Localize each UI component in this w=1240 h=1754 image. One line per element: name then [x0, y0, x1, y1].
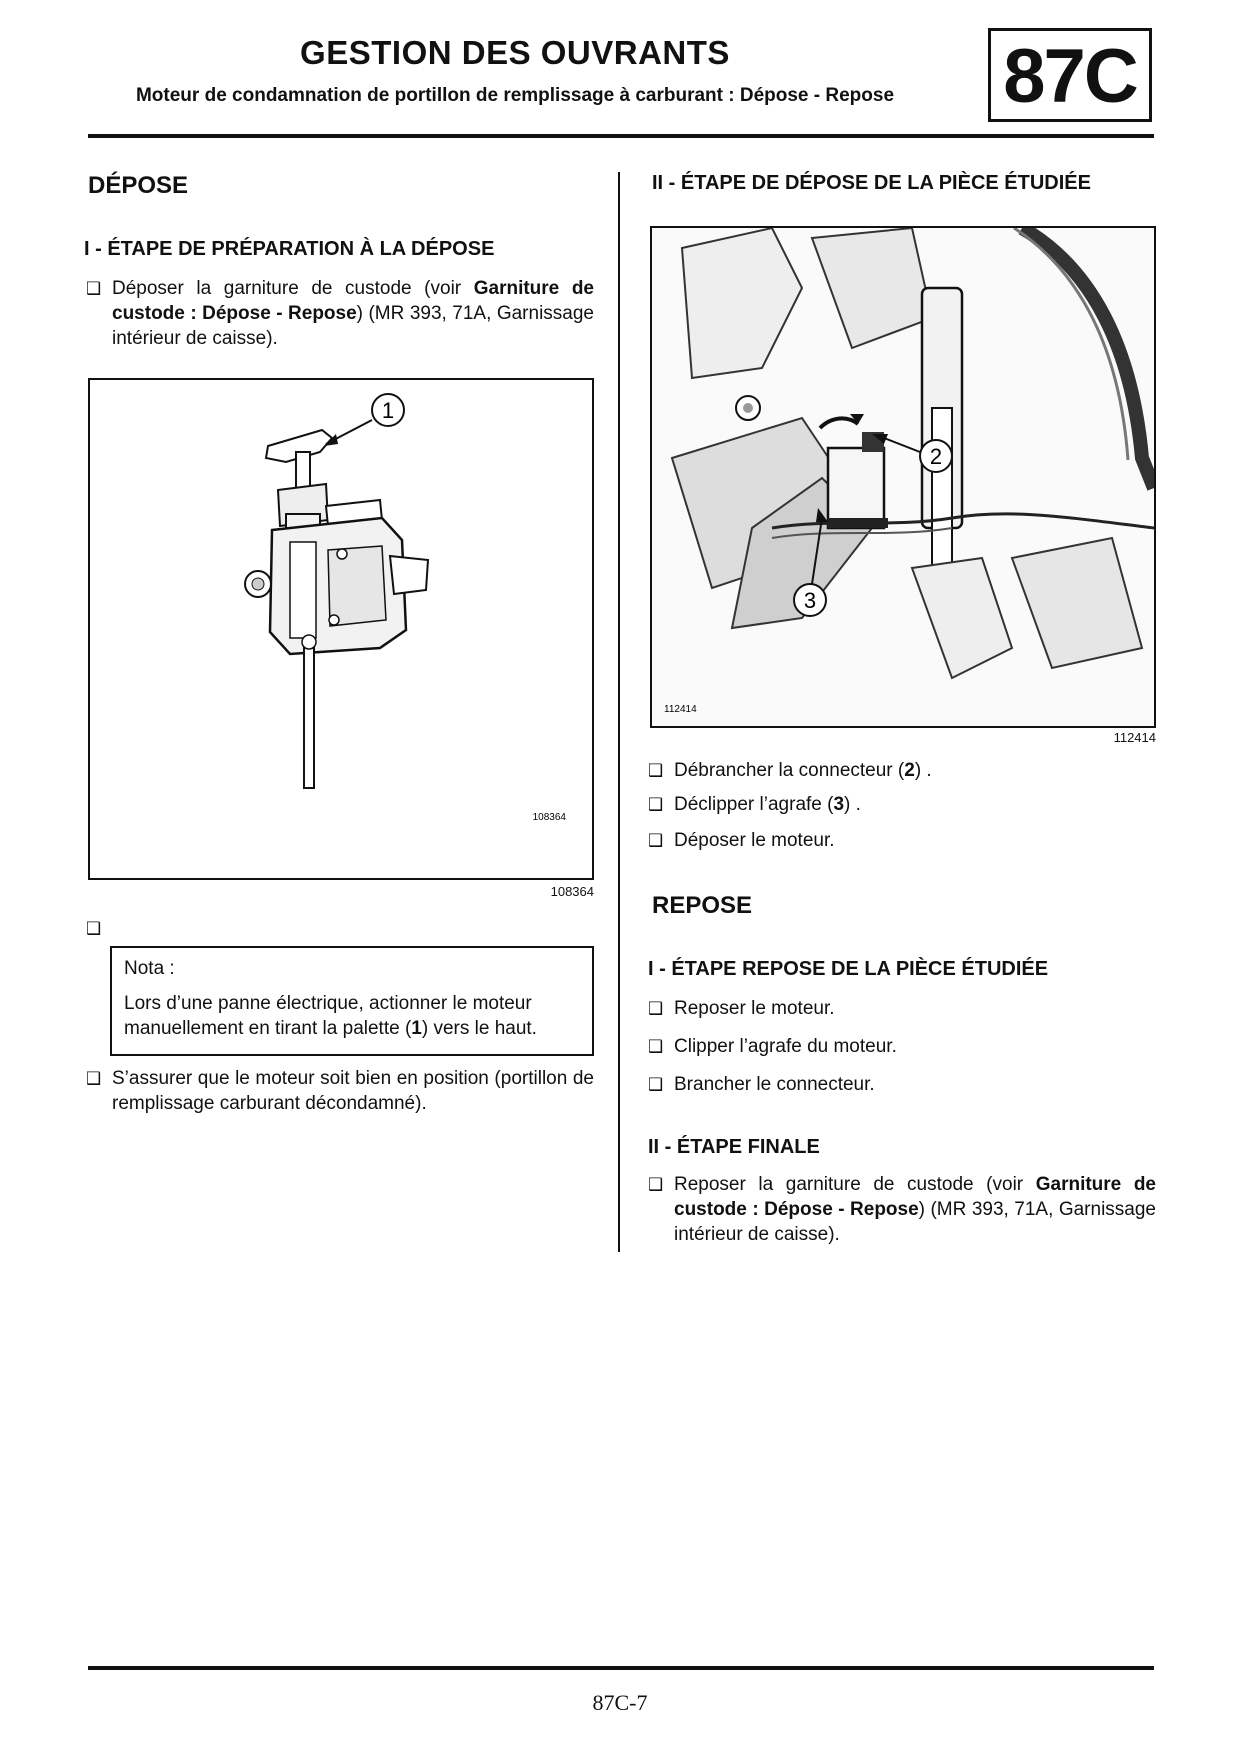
step-preparation-title: I - ÉTAPE DE PRÉPARATION À LA DÉPOSE: [84, 238, 495, 260]
list-item-deposer-garniture: [86, 276, 594, 351]
footer-rule: [88, 1666, 1154, 1670]
motor-illustration: [90, 380, 592, 878]
cross-reference-link[interactable]: Garniture de custode : Dépose - Repose: [674, 1174, 1156, 1220]
cross-reference-link[interactable]: Garniture de custode : Dépose - Repose: [112, 278, 594, 324]
note-ref: 1: [411, 1018, 422, 1039]
checkbox-bullet-icon: ❑: [648, 1075, 664, 1094]
figure-motor: [88, 378, 594, 880]
vehicle-illustration: [652, 228, 1154, 726]
item-ref: 2: [904, 760, 915, 781]
heading-repose: REPOSE: [652, 892, 753, 919]
list-item-brancher: [648, 1072, 1156, 1097]
column-divider: [618, 172, 620, 1252]
item-text: ) .: [914, 760, 932, 781]
figure-inner-id: 108364: [532, 812, 566, 823]
figure-caption-108364: 108364: [550, 884, 594, 899]
callout-1: 1: [381, 398, 395, 423]
list-item-verify-position: [86, 1066, 594, 1116]
note-text: ) vers le haut.: [421, 1018, 537, 1039]
item-text: Clipper l’agrafe du moteur.: [674, 1036, 897, 1057]
item-text: Reposer le moteur.: [674, 998, 835, 1019]
item-text: Déposer le moteur.: [674, 830, 835, 851]
figure-connector: [650, 226, 1156, 728]
item-text: Débrancher la connecteur (: [674, 760, 905, 781]
callout-2: 2: [929, 444, 943, 469]
checkbox-bullet-icon: ❑: [86, 919, 102, 938]
page-subtitle: Moteur de condamnation de portillon de remplissage à carburant : Dépose - Repose: [135, 85, 895, 106]
item-text: ) .: [844, 794, 861, 815]
step-finale-title: II - ÉTAPE FINALE: [648, 1136, 820, 1158]
checkbox-bullet-icon: ❑: [648, 999, 664, 1018]
item-text: Déclipper l’agrafe (: [674, 794, 834, 815]
checkbox-bullet-icon: ❑: [86, 1069, 102, 1088]
note-label: Nota :: [124, 958, 175, 979]
list-item-reposer-moteur: [648, 996, 1156, 1021]
item-text: Brancher le connecteur.: [674, 1074, 875, 1095]
item-text: Reposer la garniture de custode (voir: [674, 1174, 1036, 1195]
item-text: Déposer la garniture de custode (voir: [112, 278, 474, 299]
step-depose-piece-title: II - ÉTAPE DE DÉPOSE DE LA PIÈCE ÉTUDIÉE: [652, 172, 1091, 194]
checkbox-bullet-icon: ❑: [648, 1037, 664, 1056]
note-box: [110, 946, 594, 1056]
item-text: S’assurer que le moteur soit bien en position (portillon de remplissage carburant décondamné).: [112, 1068, 594, 1114]
checkbox-bullet-icon: ❑: [648, 831, 664, 850]
figure-inner-id: 112414: [664, 704, 697, 715]
checkbox-bullet-icon: ❑: [648, 795, 664, 814]
list-item-declipper: [648, 792, 1156, 817]
list-item-deposer-moteur: [648, 828, 1156, 853]
checkbox-bullet-icon: ❑: [648, 1175, 664, 1194]
item-text: ) (MR 393, 71A, Garnissage intérieur de caisse).: [674, 1199, 1156, 1245]
list-item-debrancher: [648, 758, 1156, 783]
list-item-clipper: [648, 1034, 1156, 1059]
callout-3: 3: [803, 588, 817, 613]
item-text: ) (MR 393, 71A, Garnissage intérieur de caisse).: [112, 303, 594, 349]
page-title: GESTION DES OUVRANTS: [300, 34, 730, 71]
item-ref: 3: [833, 794, 845, 815]
section-code-box: 87C: [988, 28, 1152, 122]
header-rule: [88, 134, 1154, 138]
checkbox-bullet-icon: ❑: [648, 761, 664, 780]
note-text: Lors d’une panne électrique, actionner le moteur manuellement en tirant la palette (: [124, 993, 532, 1039]
step-repose-piece-title: I - ÉTAPE REPOSE DE LA PIÈCE ÉTUDIÉE: [648, 958, 1049, 980]
page-number: 87C-7: [592, 1690, 648, 1715]
list-item-reposer-garniture: [648, 1172, 1156, 1247]
checkbox-bullet-icon: ❑: [86, 279, 102, 298]
heading-depose: DÉPOSE: [88, 172, 189, 199]
figure-caption-112414: 112414: [1113, 730, 1156, 745]
